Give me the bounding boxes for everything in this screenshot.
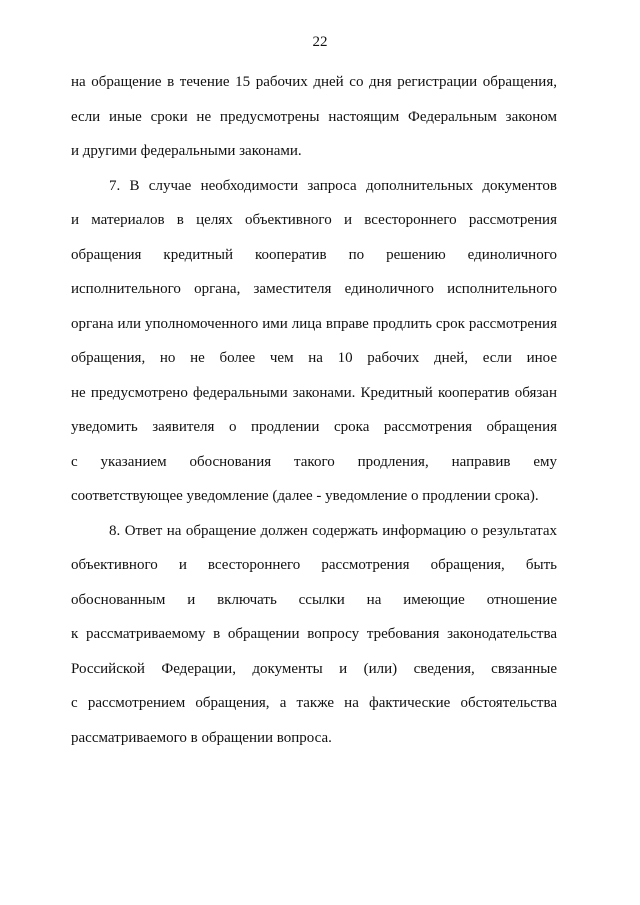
text-line: органа или уполномоченного ими лица вправе продлить срок рассмотрения bbox=[71, 315, 557, 332]
text-line: уведомить заявителя о продлении срока рассмотрения обращения bbox=[71, 419, 557, 435]
text-line: и другими федеральными законами. bbox=[71, 143, 302, 159]
text-line: на обращение в течение 15 рабочих дней со дня регистрации обращения, bbox=[71, 74, 557, 90]
text-line: обращения, но не более чем на 10 рабочих дней, если иное bbox=[71, 350, 557, 366]
text-line: 7. В случае необходимости запроса дополнительных документов bbox=[109, 177, 557, 194]
text-line: обращения кредитный кооператив по решению единоличного bbox=[71, 246, 557, 263]
paragraph-continuation bbox=[71, 71, 557, 175]
text-line: к рассматриваемому в обращении вопросу требования законодательства bbox=[71, 626, 557, 642]
text-line: если иные сроки не предусмотрены настоящим Федеральным законом bbox=[71, 108, 557, 125]
text-line: исполнительного органа, заместителя единоличного исполнительного bbox=[71, 281, 557, 297]
text-line: рассматриваемого в обращении вопроса. bbox=[71, 729, 332, 746]
text-line: объективного и всестороннего рассмотрения обращения, быть bbox=[71, 557, 557, 573]
text-line: 8. Ответ на обращение должен содержать информацию о результатах bbox=[109, 522, 557, 539]
text-line: соответствующее уведомление (далее - уведомление о продлении срока). bbox=[71, 488, 539, 504]
body-text bbox=[71, 71, 557, 761]
text-line: Российской Федерации, документы и (или) сведения, связанные bbox=[71, 660, 557, 677]
paragraph-8 bbox=[71, 520, 557, 762]
text-line: и материалов в целях объективного и всестороннего рассмотрения bbox=[71, 212, 557, 228]
text-line: с указанием обоснования такого продления, направив ему bbox=[71, 453, 557, 470]
text-line: не предусмотрено федеральными законами. Кредитный кооператив обязан bbox=[71, 384, 557, 401]
paragraph-7 bbox=[71, 175, 557, 520]
page-number: 22 bbox=[312, 34, 328, 50]
text-line: с рассмотрением обращения, а также на фактические обстоятельства bbox=[71, 695, 557, 711]
text-line: обоснованным и включать ссылки на имеющие отношение bbox=[71, 591, 557, 608]
